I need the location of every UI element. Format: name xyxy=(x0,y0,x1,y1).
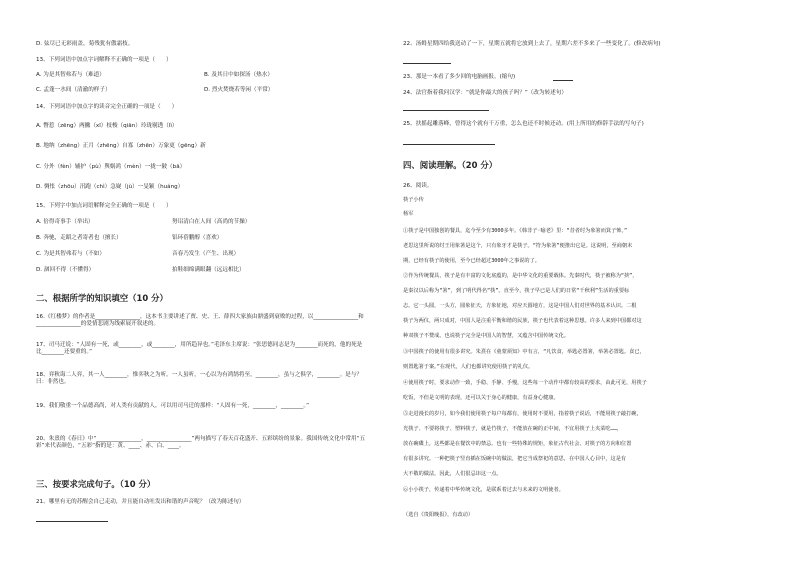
article-line: 则置匙箸于案。”在现代，人们也都讲究使用筷子的礼仪。 xyxy=(403,364,534,370)
question-16: 16.《红楼梦》的作者是________________，这本书主要讲述了贾、史、王、薛四大家族由鼎盛到衰败的过程，以________________和________________的爱情悲剧为线索展开叙述的。 xyxy=(36,314,364,327)
question-15-option-b: B. 奔驰，走蹈之者寄者也（擅长） xyxy=(36,235,122,241)
article-line: 是秦汉以后称为“箸”，到了明代得名“筷”。直至今，筷子早已是人们的日常“千秋利”生活的重要标 xyxy=(403,288,630,294)
question-17: 17、司马迁说：“人固有一死，或________，或________，用所趋异也。”毛泽东主席说：“张思德同志是为________而死的，他的死是比________还要重的。” xyxy=(36,342,363,355)
article-line: ④使用筷子时，要求动作一致，手稳、手静、手慢，这些每一个动作中都有较高的要求，由此可见，用筷子 xyxy=(403,380,647,386)
question-14-stem: 14、下列词语中加点字的读音完全正确的一项是（ ） xyxy=(36,104,178,110)
question-23: 23、那是一本看了多少回的电脑画报。(缩句) xyxy=(403,74,516,80)
answer-line-22[interactable] xyxy=(403,57,451,64)
article-line: 老思这里所说的纣王用象箸是这个，只有象牙才是筷子。“符为象箸”便推出它是。这说明，至商朝末 xyxy=(403,243,633,249)
question-15-option-a-2: 努诏清白在人间（高尚的节操） xyxy=(172,219,251,225)
article-line: ②作为传统餐具，筷子是有丰富的文化底蕴的，是中华文化的重要载体。先秦时代，筷子被称为“挟”， xyxy=(403,273,638,279)
article-line: 放在碗碟上，这些都是在餐饮中的禁忌。也有一些特殊的规矩，象征古代社会、对筷子的方向和位置 xyxy=(403,441,632,447)
question-15-option-a: A. 倍得奇事手（举出） xyxy=(36,219,94,225)
question-14-option-d: D. 惆怅（zhōu）汛跑（chì）急嶷（jù）一旻颖（huáng） xyxy=(36,184,184,190)
question-26: 26、阅读。 xyxy=(403,183,433,189)
question-15-option-c: C. 为是其智弗若与（不如） xyxy=(36,251,105,257)
question-13-option-c: C. 孟蓬一水间（清澈的样子） xyxy=(36,87,111,93)
question-25: 25、扶摇起雕落峰，曾得这个就有干万重，怎么也还不时候还动。(用上所用的修辞手法的写句子) xyxy=(403,121,644,127)
article-line: 光筷子、不要将筷子、塑料筷子，就是竹筷子，不能放在碗的正中间，不宜用筷子上夹菜吃……， xyxy=(403,426,622,432)
question-15-option-d: D. 涸回不得（不懂得） xyxy=(36,267,95,273)
article-line: 大不敬的做法，因此，人们很忌讳这一点。 xyxy=(403,471,502,477)
question-14-option-c: C. 分外（fèn）辅护（pù）舆娲鸿（mèn）一拢一陂（bā） xyxy=(36,164,186,170)
question-13-option-a: A. 为是其智弗若与（难道） xyxy=(36,72,105,78)
question-13-stem: 13、下列词语中加点字词解释不正确的一项是（ ） xyxy=(36,57,172,63)
question-15-option-b-2: 铝环蓓鹏醇（喜欢） xyxy=(172,235,223,241)
question-13-option-b: B. 及其日中如探汤（热水） xyxy=(204,72,273,78)
article-author: 杨军 xyxy=(403,211,414,217)
article-line: ③中国筷子的使用有很多讲究。朱熹在《童蒙须知》中有言，“凡饮食，举匙必置箸，举箸必置匙。食已， xyxy=(403,349,645,355)
article-line: 吃饭，不但是文明的表现，还可以关于身心的健康，有益身心健康。 xyxy=(403,395,559,401)
article-line: 种双筷子不赞成。也说筷子完全是中国人的智慧，又蕴含中国传统文化。 xyxy=(403,333,570,339)
answer-blank-23[interactable] xyxy=(553,74,573,81)
article-line: 期，已经有筷子的使用，至今已经超过3000年之事说的了。 xyxy=(403,258,540,264)
article-line: 有很多讲究。一种把筷子竖直插在饭碗中的做法，把它当成祭祀的意思，在中国人心目中，这是有 xyxy=(403,456,627,462)
article-source: （选自《贵阳晚报》，有改动） xyxy=(403,512,474,518)
article-line: ⑥小小筷子，传递着中华传统文化，是联系着过去与未来的文明使者。 xyxy=(403,487,564,493)
answer-line-24[interactable] xyxy=(403,104,489,111)
question-18: 18、弈秋诲二人弈，其一人________，惟弈秋之为听。一人虽听，一心以为有鸿鹄将至，________，虽与之俱学，________。是与？曰：非然也。 xyxy=(36,372,362,385)
article-line: 志。它一头圆，一头方，圆象征天，方象征地，对应天圆地方，这是中国人们对世界的基本认识。二根 xyxy=(403,303,637,309)
answer-line-21[interactable] xyxy=(36,515,108,522)
question-15-option-c-2: 音春乃发生（产生、出现） xyxy=(172,251,240,257)
question-15-option-d-2: 拍鞋细绵满眼翻（远远相比） xyxy=(172,267,245,273)
article-line: ①筷子是中国独创的餐具，迄今至少有3000多年。《韩非子·喻老》里：“昔者纣为象箸而箕子怖。” xyxy=(403,228,628,234)
section-2-heading: 二、根据所学的知识填空（10 分） xyxy=(36,293,168,303)
question-21: 21、哪里有无的苏醒会自己走动，并且能自动吐发出和谐的声音呢？（改为陈述句） xyxy=(36,499,245,505)
question-22: 22、汤姆星期四给我送动了一下，星期五就将它放到上去了，星期六差不多来了一些变化了。(修改病句) xyxy=(403,41,661,47)
article-title: 筷子小传 xyxy=(403,197,424,203)
question-14-option-b: B. 地纳（zhēng）正月（zhēng）自寡（zhēn）万象更（gēng）新 xyxy=(36,143,206,149)
article-line: 筷子为两仪，两只成对，中国人是注重平衡和谐的民族，筷子也代表着这种思想。许多人来到中国都对这 xyxy=(403,318,642,324)
question-19: 19、我们敬重一个品德高尚，对人类有贡献的人，可以用司马迁的那样：“人固有一死，________，________。” xyxy=(36,403,310,409)
question-12-option-d: D. 弦尽已无彩雨盖，菊残犹有傲霜枝。 xyxy=(36,41,134,47)
question-24: 24、法官指着我问汉学：“就是你最大的孩子吗？”（改为转述句） xyxy=(403,90,567,96)
question-15-stem: 15、下列字中加点词语解释完全正确的一项是（ ） xyxy=(36,203,172,209)
section-4-heading: 四、阅读理解。（20 分） xyxy=(403,160,498,170)
question-13-option-d: D. 烈火焚烧若等闲（平常） xyxy=(204,87,274,93)
article-line: ⑤走进漫长的岁月，如今我们使用筷子每户每都有，使用时不要用，指着筷子说话，不能用筷子敲打碗， xyxy=(403,411,642,417)
question-20: 20、朱熹的《春日》中“________________，________________”两句描写了春天百花盛开、五彩缤纷的景象。我国传统文化中常用“五彩”来代表颜色，“五彩”指的是：黄、____、赤、白、____。 xyxy=(36,436,366,449)
answer-line-25[interactable] xyxy=(403,138,495,145)
section-3-heading: 三、按要求完成句子。（10 分） xyxy=(36,479,156,489)
question-14-option-a: A. 瞥惹（zēng）两撇（xī）枝梭（qiān）玲珑剔透（lì） xyxy=(36,123,178,129)
